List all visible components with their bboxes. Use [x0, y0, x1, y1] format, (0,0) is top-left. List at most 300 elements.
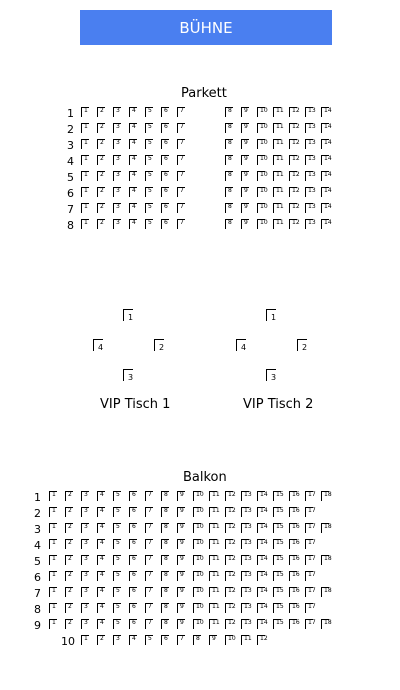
parkett-seat[interactable] — [273, 107, 284, 117]
balkon-seat[interactable] — [225, 619, 236, 629]
parkett-seat[interactable] — [289, 171, 300, 181]
parkett-seat[interactable] — [241, 139, 249, 149]
balkon-seat[interactable] — [241, 587, 252, 597]
balkon-seat[interactable] — [257, 491, 268, 501]
parkett-seat[interactable] — [145, 139, 153, 149]
parkett-seat[interactable] — [81, 187, 89, 197]
balkon-seat[interactable] — [209, 571, 220, 581]
balkon-seat[interactable] — [193, 635, 201, 645]
balkon-seat[interactable] — [113, 619, 121, 629]
balkon-seat[interactable] — [177, 523, 185, 533]
balkon-seat[interactable] — [97, 507, 105, 517]
balkon-seat[interactable] — [81, 523, 89, 533]
parkett-seat[interactable] — [241, 219, 249, 229]
balkon-seat[interactable] — [49, 587, 57, 597]
balkon-seat[interactable] — [81, 491, 89, 501]
parkett-seat[interactable] — [161, 187, 169, 197]
balkon-seat[interactable] — [305, 507, 316, 517]
balkon-seat[interactable] — [81, 635, 89, 645]
vip-seat[interactable] — [123, 309, 133, 321]
balkon-seat[interactable] — [145, 491, 153, 501]
balkon-seat[interactable] — [257, 587, 268, 597]
balkon-seat[interactable] — [177, 571, 185, 581]
parkett-seat[interactable] — [97, 219, 105, 229]
balkon-seat[interactable] — [145, 619, 153, 629]
balkon-seat[interactable] — [145, 603, 153, 613]
parkett-seat[interactable] — [113, 187, 121, 197]
balkon-seat[interactable] — [225, 587, 236, 597]
vip-seat[interactable] — [266, 369, 276, 381]
balkon-seat[interactable] — [113, 587, 121, 597]
balkon-seat[interactable] — [161, 491, 169, 501]
balkon-seat[interactable] — [193, 539, 204, 549]
parkett-seat[interactable] — [225, 171, 233, 181]
parkett-seat[interactable] — [97, 107, 105, 117]
balkon-seat[interactable] — [209, 539, 220, 549]
balkon-seat[interactable] — [321, 587, 332, 597]
parkett-seat[interactable] — [273, 155, 284, 165]
balkon-seat[interactable] — [97, 603, 105, 613]
balkon-seat[interactable] — [81, 539, 89, 549]
parkett-seat[interactable] — [273, 219, 284, 229]
balkon-seat[interactable] — [65, 571, 73, 581]
balkon-seat[interactable] — [65, 523, 73, 533]
balkon-seat[interactable] — [49, 539, 57, 549]
balkon-seat[interactable] — [97, 635, 105, 645]
balkon-seat[interactable] — [225, 507, 236, 517]
balkon-seat[interactable] — [273, 603, 284, 613]
seat-number: 12 — [292, 203, 300, 210]
balkon-seat[interactable] — [129, 491, 137, 501]
parkett-seat[interactable] — [257, 139, 268, 149]
parkett-seat[interactable] — [225, 123, 233, 133]
parkett-seat[interactable] — [81, 139, 89, 149]
balkon-seat[interactable] — [177, 507, 185, 517]
parkett-seat[interactable] — [177, 219, 185, 229]
vip-seat[interactable] — [123, 369, 133, 381]
balkon-seat[interactable] — [273, 507, 284, 517]
parkett-seat[interactable] — [129, 203, 137, 213]
parkett-seat[interactable] — [129, 171, 137, 181]
balkon-seat[interactable] — [81, 619, 89, 629]
balkon-seat[interactable] — [97, 491, 105, 501]
parkett-seat[interactable] — [129, 187, 137, 197]
balkon-seat[interactable] — [209, 491, 220, 501]
balkon-seat[interactable] — [113, 539, 121, 549]
balkon-seat[interactable] — [129, 619, 137, 629]
parkett-seat[interactable] — [305, 187, 316, 197]
balkon-seat[interactable] — [81, 571, 89, 581]
balkon-seat[interactable] — [305, 587, 316, 597]
balkon-seat[interactable] — [65, 539, 73, 549]
parkett-seat[interactable] — [97, 139, 105, 149]
parkett-seat[interactable] — [257, 107, 268, 117]
parkett-seat[interactable] — [145, 123, 153, 133]
balkon-seat[interactable] — [225, 539, 236, 549]
parkett-seat[interactable] — [321, 107, 332, 117]
balkon-seat[interactable] — [65, 555, 73, 565]
parkett-seat[interactable] — [161, 107, 169, 117]
parkett-seat[interactable] — [305, 123, 316, 133]
parkett-seat[interactable] — [321, 219, 332, 229]
balkon-seat[interactable] — [49, 523, 57, 533]
balkon-seat[interactable] — [241, 523, 252, 533]
balkon-seat[interactable] — [177, 587, 185, 597]
parkett-seat[interactable] — [289, 155, 300, 165]
balkon-seat[interactable] — [225, 603, 236, 613]
seat-number: 10 — [260, 139, 268, 146]
balkon-seat[interactable] — [225, 523, 236, 533]
parkett-seat[interactable] — [177, 187, 185, 197]
parkett-seat[interactable] — [225, 219, 233, 229]
balkon-seat[interactable] — [273, 587, 284, 597]
balkon-seat[interactable] — [65, 507, 73, 517]
parkett-seat[interactable] — [177, 203, 185, 213]
parkett-seat[interactable] — [161, 219, 169, 229]
balkon-seat[interactable] — [129, 539, 137, 549]
parkett-seat[interactable] — [305, 155, 316, 165]
balkon-seat[interactable] — [161, 507, 169, 517]
balkon-seat[interactable] — [305, 491, 316, 501]
balkon-seat[interactable] — [49, 571, 57, 581]
parkett-seat[interactable] — [113, 155, 121, 165]
balkon-seat[interactable] — [113, 491, 121, 501]
parkett-seat[interactable] — [241, 187, 249, 197]
balkon-seat[interactable] — [49, 555, 57, 565]
vip-seat[interactable] — [154, 339, 164, 351]
parkett-seat[interactable] — [177, 123, 185, 133]
balkon-seat[interactable] — [49, 491, 57, 501]
parkett-seat[interactable] — [113, 219, 121, 229]
parkett-seat[interactable] — [225, 155, 233, 165]
balkon-seat[interactable] — [225, 635, 236, 645]
balkon-seat[interactable] — [97, 619, 105, 629]
balkon-seat[interactable] — [129, 555, 137, 565]
balkon-seat[interactable] — [129, 507, 137, 517]
balkon-seat[interactable] — [49, 507, 57, 517]
balkon-seat[interactable] — [161, 603, 169, 613]
balkon-seat[interactable] — [113, 523, 121, 533]
balkon-seat[interactable] — [305, 539, 316, 549]
parkett-seat[interactable] — [241, 123, 249, 133]
balkon-seat[interactable] — [49, 619, 57, 629]
parkett-seat[interactable] — [241, 155, 249, 165]
balkon-seat[interactable] — [129, 635, 137, 645]
balkon-seat[interactable] — [273, 555, 284, 565]
balkon-seat[interactable] — [193, 619, 204, 629]
parkett-seat[interactable] — [257, 203, 268, 213]
balkon-seat[interactable] — [193, 523, 204, 533]
balkon-seat[interactable] — [241, 491, 252, 501]
parkett-seat[interactable] — [225, 107, 233, 117]
balkon-seat[interactable] — [241, 571, 252, 581]
parkett-seat[interactable] — [177, 139, 185, 149]
parkett-seat[interactable] — [81, 203, 89, 213]
seat-number: 12 — [228, 603, 236, 610]
balkon-seat[interactable] — [257, 523, 268, 533]
balkon-seat[interactable] — [209, 523, 220, 533]
balkon-seat[interactable] — [97, 571, 105, 581]
parkett-seat[interactable] — [321, 123, 332, 133]
balkon-seat[interactable] — [65, 587, 73, 597]
parkett-seat[interactable] — [273, 171, 284, 181]
vip-seat[interactable] — [236, 339, 246, 351]
parkett-seat[interactable] — [321, 139, 332, 149]
parkett-seat[interactable] — [97, 155, 105, 165]
balkon-seat[interactable] — [145, 523, 153, 533]
parkett-seat[interactable] — [161, 171, 169, 181]
balkon-seat[interactable] — [161, 619, 169, 629]
balkon-seat[interactable] — [129, 571, 137, 581]
balkon-seat[interactable] — [145, 539, 153, 549]
balkon-seat[interactable] — [209, 635, 217, 645]
balkon-seat[interactable] — [321, 491, 332, 501]
balkon-seat[interactable] — [289, 523, 300, 533]
balkon-seat[interactable] — [161, 523, 169, 533]
balkon-seat[interactable] — [97, 587, 105, 597]
balkon-seat[interactable] — [273, 523, 284, 533]
balkon-seat[interactable] — [65, 491, 73, 501]
balkon-seat[interactable] — [97, 539, 105, 549]
parkett-seat[interactable] — [305, 107, 316, 117]
parkett-seat[interactable] — [129, 107, 137, 117]
vip-seat[interactable] — [266, 309, 276, 321]
balkon-seat[interactable] — [145, 507, 153, 517]
balkon-seat[interactable] — [305, 571, 316, 581]
parkett-seat[interactable] — [145, 219, 153, 229]
seat-number: 14 — [260, 539, 268, 546]
parkett-seat[interactable] — [273, 139, 284, 149]
balkon-seat[interactable] — [113, 507, 121, 517]
balkon-seat[interactable] — [241, 619, 252, 629]
parkett-seat[interactable] — [257, 171, 268, 181]
balkon-seat[interactable] — [177, 491, 185, 501]
balkon-row-label: 1 — [34, 491, 41, 504]
parkett-seat[interactable] — [289, 139, 300, 149]
balkon-seat[interactable] — [177, 619, 185, 629]
parkett-seat[interactable] — [289, 203, 300, 213]
balkon-seat[interactable] — [289, 507, 300, 517]
balkon-seat[interactable] — [209, 587, 220, 597]
balkon-seat[interactable] — [273, 491, 284, 501]
parkett-seat[interactable] — [257, 219, 268, 229]
balkon-seat[interactable] — [81, 507, 89, 517]
balkon-seat[interactable] — [145, 635, 153, 645]
balkon-seat[interactable] — [81, 555, 89, 565]
seat-number: 1 — [84, 139, 88, 146]
balkon-seat[interactable] — [193, 571, 204, 581]
balkon-seat[interactable] — [97, 523, 105, 533]
parkett-seat[interactable] — [81, 123, 89, 133]
balkon-seat[interactable] — [193, 491, 204, 501]
parkett-seat[interactable] — [81, 219, 89, 229]
balkon-seat[interactable] — [129, 523, 137, 533]
parkett-seat[interactable] — [129, 123, 137, 133]
parkett-seat[interactable] — [289, 107, 300, 117]
parkett-seat[interactable] — [305, 139, 316, 149]
parkett-seat[interactable] — [241, 171, 249, 181]
parkett-seat[interactable] — [321, 187, 332, 197]
parkett-seat[interactable] — [305, 203, 316, 213]
parkett-seat[interactable] — [145, 187, 153, 197]
parkett-seat[interactable] — [81, 155, 89, 165]
balkon-seat[interactable] — [321, 555, 332, 565]
balkon-seat[interactable] — [321, 523, 332, 533]
parkett-seat[interactable] — [161, 139, 169, 149]
balkon-seat[interactable] — [177, 603, 185, 613]
parkett-seat[interactable] — [305, 171, 316, 181]
balkon-seat[interactable] — [257, 539, 268, 549]
balkon-seat[interactable] — [65, 603, 73, 613]
parkett-seat[interactable] — [257, 123, 268, 133]
parkett-seat[interactable] — [113, 123, 121, 133]
parkett-seat[interactable] — [225, 139, 233, 149]
balkon-seat[interactable] — [145, 571, 153, 581]
balkon-seat[interactable] — [65, 619, 73, 629]
parkett-seat[interactable] — [241, 107, 249, 117]
balkon-seat[interactable] — [193, 507, 204, 517]
parkett-seat[interactable] — [321, 171, 332, 181]
parkett-seat[interactable] — [257, 187, 268, 197]
balkon-seat[interactable] — [209, 619, 220, 629]
balkon-seat[interactable] — [289, 587, 300, 597]
parkett-seat[interactable] — [97, 123, 105, 133]
balkon-seat[interactable] — [241, 539, 252, 549]
vip-seat[interactable] — [297, 339, 307, 351]
parkett-seat[interactable] — [273, 123, 284, 133]
balkon-seat[interactable] — [273, 539, 284, 549]
balkon-seat[interactable] — [225, 571, 236, 581]
balkon-seat[interactable] — [289, 539, 300, 549]
parkett-seat[interactable] — [273, 187, 284, 197]
parkett-seat[interactable] — [113, 171, 121, 181]
balkon-seat[interactable] — [241, 555, 252, 565]
balkon-seat[interactable] — [113, 635, 121, 645]
parkett-seat[interactable] — [129, 139, 137, 149]
parkett-seat[interactable] — [129, 155, 137, 165]
balkon-seat[interactable] — [209, 507, 220, 517]
balkon-seat[interactable] — [289, 555, 300, 565]
balkon-seat[interactable] — [161, 571, 169, 581]
balkon-seat[interactable] — [193, 555, 204, 565]
parkett-seat[interactable] — [81, 171, 89, 181]
parkett-seat[interactable] — [113, 203, 121, 213]
balkon-seat[interactable] — [257, 603, 268, 613]
balkon-seat[interactable] — [257, 507, 268, 517]
balkon-seat[interactable] — [177, 539, 185, 549]
parkett-seat[interactable] — [273, 203, 284, 213]
parkett-seat[interactable] — [161, 203, 169, 213]
balkon-seat[interactable] — [161, 555, 169, 565]
parkett-seat[interactable] — [321, 203, 332, 213]
parkett-seat[interactable] — [305, 219, 316, 229]
parkett-seat[interactable] — [113, 107, 121, 117]
balkon-seat[interactable] — [193, 603, 204, 613]
balkon-seat[interactable] — [113, 571, 121, 581]
parkett-seat[interactable] — [289, 187, 300, 197]
parkett-seat[interactable] — [97, 171, 105, 181]
balkon-seat[interactable] — [273, 571, 284, 581]
balkon-seat[interactable] — [161, 635, 169, 645]
parkett-seat[interactable] — [177, 155, 185, 165]
balkon-seat[interactable] — [289, 619, 300, 629]
balkon-seat[interactable] — [145, 555, 153, 565]
parkett-seat[interactable] — [225, 203, 233, 213]
balkon-seat[interactable] — [49, 603, 57, 613]
parkett-seat[interactable] — [145, 155, 153, 165]
balkon-seat[interactable] — [257, 571, 268, 581]
parkett-seat[interactable] — [161, 155, 169, 165]
balkon-seat[interactable] — [97, 555, 105, 565]
balkon-seat[interactable] — [241, 507, 252, 517]
balkon-seat[interactable] — [113, 603, 121, 613]
parkett-seat[interactable] — [161, 123, 169, 133]
balkon-seat[interactable] — [145, 587, 153, 597]
balkon-seat[interactable] — [81, 603, 89, 613]
balkon-seat[interactable] — [289, 491, 300, 501]
balkon-seat[interactable] — [225, 491, 236, 501]
balkon-seat[interactable] — [273, 619, 284, 629]
parkett-seat[interactable] — [145, 107, 153, 117]
seat-number: 15 — [276, 603, 284, 610]
balkon-seat[interactable] — [289, 603, 300, 613]
parkett-seat[interactable] — [289, 219, 300, 229]
parkett-seat[interactable] — [289, 123, 300, 133]
balkon-seat[interactable] — [209, 603, 220, 613]
balkon-seat[interactable] — [129, 587, 137, 597]
parkett-seat[interactable] — [145, 171, 153, 181]
parkett-seat[interactable] — [113, 139, 121, 149]
balkon-seat[interactable] — [305, 619, 316, 629]
balkon-seat[interactable] — [161, 587, 169, 597]
balkon-seat[interactable] — [305, 603, 316, 613]
parkett-seat[interactable] — [97, 187, 105, 197]
parkett-seat[interactable] — [225, 187, 233, 197]
parkett-seat[interactable] — [177, 171, 185, 181]
balkon-seat[interactable] — [241, 603, 252, 613]
seat-number: 3 — [84, 523, 88, 530]
parkett-seat[interactable] — [129, 219, 137, 229]
balkon-seat[interactable] — [321, 619, 332, 629]
balkon-seat[interactable] — [225, 555, 236, 565]
balkon-seat[interactable] — [161, 539, 169, 549]
parkett-seat[interactable] — [321, 155, 332, 165]
vip-seat[interactable] — [93, 339, 103, 351]
parkett-seat[interactable] — [81, 107, 89, 117]
parkett-seat[interactable] — [97, 203, 105, 213]
parkett-seat[interactable] — [257, 155, 268, 165]
balkon-seat[interactable] — [177, 555, 185, 565]
balkon-seat[interactable] — [257, 635, 268, 645]
balkon-seat[interactable] — [257, 555, 268, 565]
balkon-seat[interactable] — [305, 523, 316, 533]
balkon-seat[interactable] — [193, 587, 204, 597]
seat-number: 15 — [276, 507, 284, 514]
balkon-seat[interactable] — [177, 635, 185, 645]
balkon-seat[interactable] — [289, 571, 300, 581]
balkon-seat[interactable] — [305, 555, 316, 565]
parkett-seat[interactable] — [145, 203, 153, 213]
balkon-seat[interactable] — [257, 619, 268, 629]
seat-number: 16 — [292, 571, 300, 578]
parkett-seat[interactable] — [241, 203, 249, 213]
balkon-seat[interactable] — [129, 603, 137, 613]
balkon-seat[interactable] — [209, 555, 220, 565]
balkon-seat[interactable] — [113, 555, 121, 565]
balkon-seat[interactable] — [241, 635, 252, 645]
balkon-seat[interactable] — [81, 587, 89, 597]
parkett-seat[interactable] — [177, 107, 185, 117]
